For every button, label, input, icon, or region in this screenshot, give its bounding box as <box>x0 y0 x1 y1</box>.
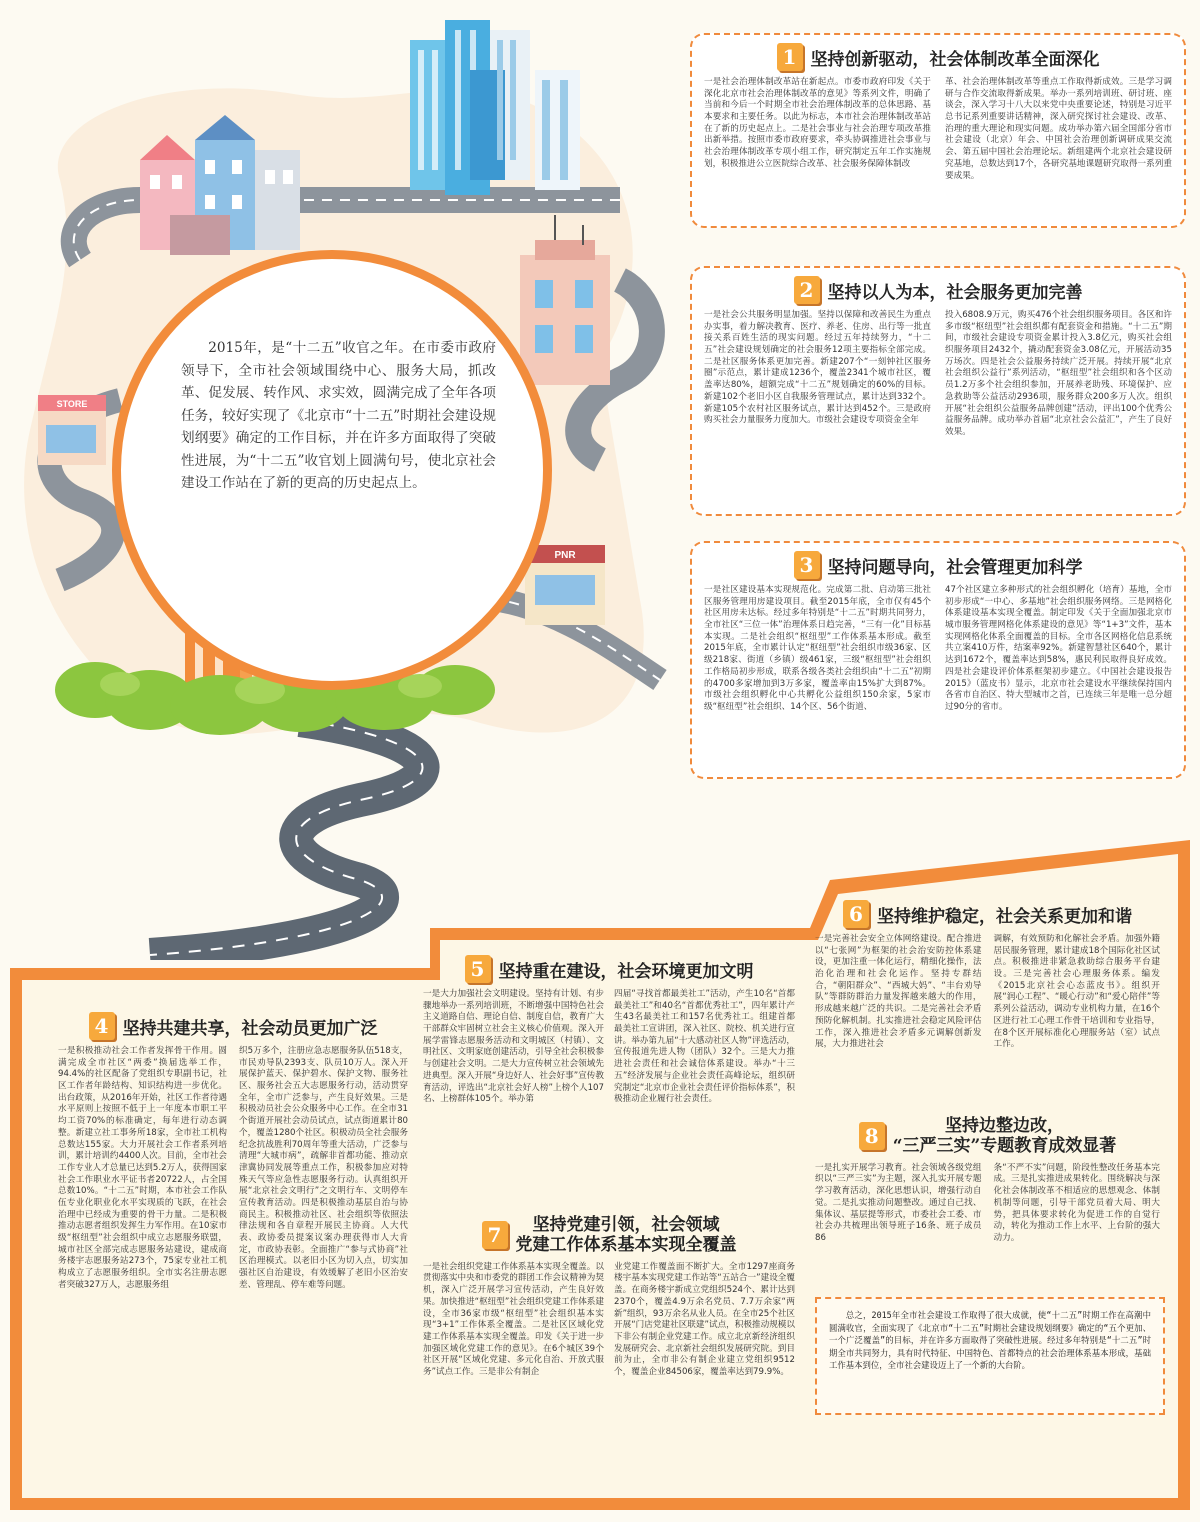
section-8-title <box>893 1116 1117 1157</box>
section-2-col1: 一是社会公共服务明显加强。坚持以保障和改善民生为重点办实事，着力解决教育、医疗、养老、住房、出行等一批直接关系百姓生活的现实问题。经过五年持续努力，“十二五”社会建设规划确定的社会服务12项主要指标全部完成。二是社区服务体系更加完善。新建207个“一刻钟社区服务圈”示范点，累计建成1236个，覆盖2341个城市社区，覆盖率达80%，超额完成“十二五”规划确定的60%的目标。新建102个老旧小区自我服务管理试点，累计达到332个。新建105个农村社区服务试点，累计达到452个。三是政府购买社会力量服务力度加大。市级社会建设专项资金全年 <box>704 310 931 426</box>
section-1-box <box>690 33 1186 228</box>
section-8 <box>815 1116 1160 1245</box>
section-4 <box>58 1012 408 1291</box>
section-2-title: 坚持以人为本，社会服务更加完善 <box>827 282 1083 303</box>
intro-circle <box>112 250 552 690</box>
section-5-title: 坚持重在建设，社会环境更加文明 <box>498 961 754 982</box>
section-2-header <box>704 276 1172 304</box>
pnr-sign: PNR <box>554 550 576 561</box>
section-number-badge: 4 <box>89 1012 115 1040</box>
section-7-col2: 业党建工作覆盖面不断扩大。全市1297座商务楼宇基本实现党建工作站等“五站合一”建设全覆盖。在商务楼宇新成立党组织524个、累计达到2370个，覆盖4.9万余名党员、7.7万余家“两新”组织，93万余名从业人员。在全市25个社区开展“门店党建社区联建”试点，积极推动规模以下非公有制企业党建工作。成立北京新经济组织发展研究会、北京新社会组织发展研究院。到目前为止，全市非公有制企业建立党组织9512个，覆盖企业84506家，覆盖率达到79.9%。 <box>614 1261 796 1377</box>
section-7-title <box>516 1215 737 1256</box>
section-6-title: 坚持维护稳定，社会关系更加和谐 <box>877 906 1132 927</box>
section-1-header <box>704 43 1172 71</box>
section-number-badge: 3 <box>794 551 820 579</box>
section-3-header <box>704 551 1172 579</box>
section-3-title: 坚持问题导向，社会管理更加科学 <box>827 557 1083 578</box>
section-5 <box>423 955 795 1106</box>
intro-text: 2015年，是“十二五”收官之年。在市委市政府领导下，全市社会领域围绕中心、服务大局，抓改革、促发展、转作风、求实效，圆满完成了全年各项任务，较好实现了《北京市“十二五”时期社会建设规划纲要》确定的工作目标，并在许多方面取得了突破性进展，为“十二五”收官划上圆满句号，使北京社会建设工作站在了新的更高的历史起点上。 <box>181 340 496 492</box>
section-6-col1: 一是完善社会安全立体网络建设。配合推进以“七张网”为框架的社会治安防控体系建设，更加注重一体化运行，精细化操作，法治化治理和社会化运作。坚持专群结合，“朝阳群众”、“西城大妈”、“丰台劝导队”等群防群治力量发挥越来越大的作用，形成越来越广泛的共识。二是完善社会矛盾预防化解机制。扎实推进社会稳定风险评估工作，深入推进社会矛盾多元调解创新发展，大力推进社会 <box>815 934 982 1050</box>
section-8-col1: 一是扎实开展学习教育。社会领域各级党组织以“三严三实”为主题，深入扎实开展专题学习教育活动，深化思想认识，增强行动自觉。二是扎实推动问题整改。通过自己找、集体议、基层提等形式，市委社会工委、市社会办共梳理出领导班子16条、班子成员86 <box>815 1162 982 1243</box>
section-8-col2: 条“不严不实”问题，阶段性整改任务基本完成。三是扎实推进成果转化。围绕解决与深化社会体制改革不相适应的思想观念、体制机制等问题，引导干部党员着大局、明大势，把具体要求转化为促进工作的自觉行动，转化为推动工作上水平、上台阶的强大动力。 <box>993 1162 1160 1243</box>
section-3-col2: 47个社区建立多种形式的社会组织孵化（培育）基地，全市初步形成“一中心、多基地”社会组织服务网络。三是网格化体系建设基本实现全覆盖。制定印发《关于全面加强北京市城市服务管理网格化体系建设的意见》等“1+3”文件，基本实现网格化体系全面覆盖的目标。全市各区网格化信息系统共立案410万件，结案率92%。新建智慧社区640个，累计达到1672个，覆盖率达到58%，惠民利民取得良好成效。四是社会建设评价体系框架初步建立。《中国社会建设报告2015》（蓝皮书）显示，北京市社会建设水平继续保持国内各省市自治区、特大型城市之首，已连续三年是唯一总分超过90分的省市。 <box>945 585 1172 712</box>
section-2-col2: 投入6808.9万元，购买476个社会组织服务项目。各区和许多市级“枢纽型”社会组织都有配套资金和措施。“十二五”期间，市级社会建设专项资金累计投入3.8亿元，购买社会组织服务项目2432个，撬动配套资金3.08亿元，开展活动35万场次。四是社会公益服务持续广泛开展。持续开展“北京社会组织公益行”系列活动，“枢纽型”社会组织和各个区动员1.2万多个社会组织参加，开展养老助残、环境保护、应急救助等公益活动2936项，服务群众200多万人次。组织开展“社会组织公益服务品牌创建”活动，评出100个优秀公益服务品牌。成功举办首届“北京社会公益汇”，产生了良好效果。 <box>945 310 1172 437</box>
section-4-header <box>58 1012 408 1040</box>
summary-text: 总之，2015年全市社会建设工作取得了很大成就，使“十二五”时期工作在高潮中圆满收官，全面实现了《北京市“十二五”时期社会建设规划纲要》确定的“五个更加、一个广泛覆盖”的目标，并在许多方面取得了突破性进展。经过多年特别是“十二五”时期全市共同努力，具有时代特征、中国特色、首都特点的社会治理体系基本形成，基础工作基本到位，全市社会建设迈上了一个新的大台阶。 <box>829 1310 1151 1371</box>
section-7-col1: 一是社会组织党建工作体系基本实现全覆盖。以贯彻落实中央和市委党的群团工作会议精神为契机，深入广泛开展学习宣传活动，产生良好效果。加快推进“枢纽型”社会组织党建工作体系建设，全市36家市级“枢纽型”社会组织基本实现“3+1”工作体系全覆盖。二是社区区域化党建工作体系基本实现全覆盖。印发《关于进一步加强区域化党建工作的意见》。在6个城区39个社区开展“区域化党建、多元化自治、开放式服务”试点工作。三是非公有制企 <box>423 1261 604 1377</box>
section-8-title-line2: “三严三实”专题教育成效显著 <box>892 1136 1117 1157</box>
section-5-col2: 四届“寻找首都最美社工”活动，产生10名“首都最美社工”和40名“首都优秀社工”，四年累计产生43名最美社工和157名优秀社工。组建首都最美社工宣讲团，深入社区、院校、机关进行宣讲。举办第九届“十大感动社区人物”评选活动，宣传报道先进人物（团队）32个。三是大力推进社会责任和社会诚信体系建设。举办“十三五”经济发展与企业社会责任高峰论坛，组织研究制定“北京市企业社会责任评价指标体系”，积极推动企业履行社会责任。 <box>614 989 795 1105</box>
section-6 <box>815 900 1160 1051</box>
section-number-badge: 5 <box>465 955 491 983</box>
section-7-title-line2: 党建工作体系基本实现全覆盖 <box>515 1235 737 1256</box>
section-6-header <box>815 900 1160 928</box>
section-4-title: 坚持共建共享，社会动员更加广泛 <box>122 1018 378 1039</box>
section-7-title-line1: 坚持党建引领，社会领域 <box>532 1215 720 1235</box>
section-4-col2: 织5万多个，注册应急志愿服务队伍518支，市民劝导队2393支、队员10万人。深入开展保护蓝天、保护碧水、保护文物、服务社区、服务社会五大志愿服务行动，活动贯穿全年，全市广泛参与，产生良好效果。三是积极动员社会公众服务中心工作。在全市31个街道开展社会动员试点，试点街道累计80个，覆盖1280个社区。积极动员全社会服务纪念抗战胜利70周年等重大活动，广泛参与清理“大城市病”，疏解非首都功能、推动京津冀协同发展等重点工作，积极参加应对特殊天气等应急性志愿服务行动。认真组织开展“北京社会文明行”之文明行车、文明停车宣传教育活动。四是积极推动基层自治与协商民主。积极推动社区、社会组织等依照法律法规和各自章程开展民主协商。人大代表、政协委员提案议案办理获得市人大肯定，市政协表彰。全面推广“参与式协商”社区治理模式。以老旧小区为切入点，切实加强社区自治建设，有效缓解了老旧小区治安差、管理乱、停车难等问题。 <box>239 1046 408 1290</box>
section-number-badge: 6 <box>843 900 869 928</box>
summary-box <box>815 1297 1165 1415</box>
section-5-header <box>423 955 795 983</box>
section-3-col1: 一是社区建设基本实现规范化。完成第二批、启动第三批社区服务管理用房建设项目。截至2015年底，全市仅有45个社区用房未达标。经过多年特别是“十二五”时期共同努力，全市社区“三位一体”治理体系日趋完善，“三有一化”目标基本实现。二是社会组织“枢纽型”工作体系基本形成。截至2015年底，全市累计认定“枢纽型”社会组织市级36家、区级218家、街道（乡镇）级461家，三级“枢纽型”社会组织工作格局初步形成，联系各级各类社会组织由“十二五”初期的4700多家增加到3万多家，覆盖率由15%扩大到87%。市级社会组织孵化中心共孵化公益组织150余家，5家市级“枢纽型”社会组织、14个区、56个街道、 <box>704 585 931 712</box>
section-4-col1: 一是积极推动社会工作者发挥骨干作用。圆满完成全市社区“两委”换届选举工作，94.4%的社区配备了党组织专职副书记，社区工作者年龄结构、知识结构进一步优化。出台政策，从2016年开始，社区工作者待遇水平原则上按照不低于上一年度本市职工平均工资70%的标准确定，每年进行动态调整。新建立社工事务所18家，全市社工机构总数达155家。大力开展社会工作者系列培训，累计培训约4400人次。目前，全市社会工作专业人才总量已达到5.2万人，获得国家社会工作职业水平证书者20722人，占全国总数10%。“十二五”时期，本市社会工作队伍专业化职业化水平实现质的飞跃，在社会治理中已经成为重要的骨干力量。二是积极推动志愿者组织发挥生力军作用。在10家市级“枢纽型”社会组织中成立志愿服务联盟，城市社区全部完成志愿服务站建设，建成商务楼宇志愿服务站273个，75家专业社工机构成立了志愿服务组织。全市实名注册志愿者突破327万人，志愿服务组 <box>58 1046 227 1290</box>
section-2-box <box>690 266 1186 516</box>
section-1-title: 坚持创新驱动，社会体制改革全面深化 <box>810 49 1100 70</box>
section-1-col1: 一是社会治理体制改革站在新起点。市委市政府印发《关于深化北京市社会治理体制改革的意见》等系列文件，明确了当前和今后一个时期全市社会治理体制改革的总体思路、基本要求和主要任务。以此为标志，本市社会治理体制改革站在了新的历史起点上。二是社会事业与社会治理专项改革推出新举措。按照市委市政府要求，牵头协调推进社会事业与社会治理体制改革专项小组工作，研究制定五年工作实施规划，积极推进公立医院综合改革、社会服务保障体制改 <box>704 77 931 169</box>
store-sign: STORE <box>56 399 88 409</box>
section-5-col1: 一是大力加强社会文明建设。坚持有计划、有步骤地举办一系列培训班，不断增强中国特色社会主义道路自信、理论自信、制度自信，教育广大干部群众牢固树立社会主义核心价值观。深入开展学雷锋志愿服务活动和文明城区（村镇）、文明社区、文明家庭创建活动，引导全社会积极参与创建社会文明。二是大力宣传树立社会领域先进典型。深入开展“身边好人、社会好事”宣传教育活动，评选出“北京社会好人榜”上榜个人107名、上榜群体105个。举办第 <box>423 989 604 1105</box>
section-1-col2: 革、社会治理体制改革等重点工作取得新成效。三是学习调研与合作交流取得新成果。举办一系列培训班、研讨班、座谈会，深入学习十八大以来党中央重要论述，特别是习近平总书记系列重要讲话精神，深入研究探讨社会建设、改革、治理的重大理论和现实问题。成功举办第六届全国部分省市社会建设（北京）年会、中国社会治理创新调研成果交流会、第五届中国社会治理论坛。新组建两个北京社会建设研究基地，总数达到17个，各研究基地课题研究取得一系列重要成果。 <box>945 77 1172 181</box>
section-number-badge: 2 <box>794 276 820 304</box>
section-8-header <box>815 1116 1160 1157</box>
section-8-title-line1: 坚持边整边改， <box>945 1116 1064 1136</box>
section-7-header <box>423 1215 795 1256</box>
section-3-box <box>690 541 1186 779</box>
section-number-badge: 1 <box>777 43 803 71</box>
section-7 <box>423 1215 795 1379</box>
section-number-badge: 7 <box>482 1221 508 1249</box>
section-number-badge: 8 <box>859 1122 885 1150</box>
section-6-col2: 调解，有效预防和化解社会矛盾。加强外籍居民服务管理，累计建成18个国际化社区试点。积极推进非紧急救助综合服务平台建设。三是完善社会心理服务体系。编发《2015北京社会心态蓝皮书》。组织开展“润心工程”、“暖心行动”和“爱心陪伴”等系列公益活动，调动专业机构力量，在16个区进行社工心理工作骨干培训和专业指导，在8个区开展标准化心理服务站（室）试点工作。 <box>993 934 1160 1050</box>
